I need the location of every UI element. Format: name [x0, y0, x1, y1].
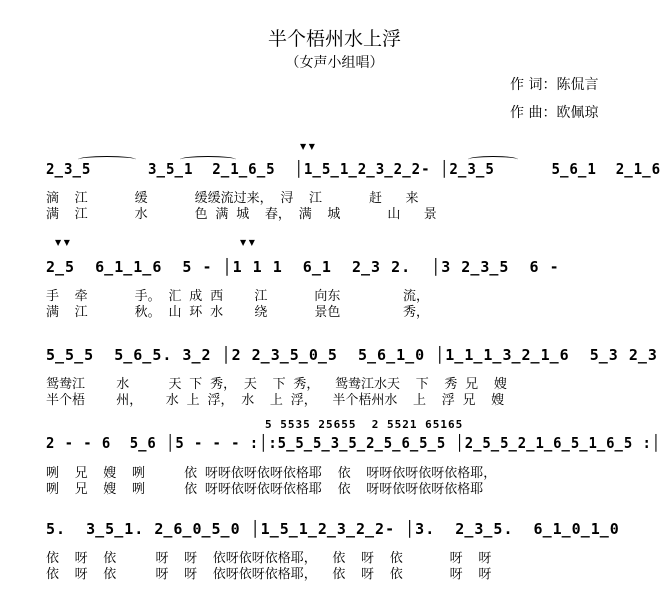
- composer-credit: 作 曲：欧佩琼: [510, 105, 599, 121]
- lyric-verse-1: 鸳鸯江 水 天 下 秀， 天 下 秀， 鸳鸯江水天 下 秀 兄 嫂: [46, 377, 507, 392]
- lyric-verse-2: 半个梧 州， 水 上 浮， 水 上 浮， 半个梧州水 上 浮 兄 嫂: [46, 393, 505, 408]
- score-line-2: [0, 238, 669, 320]
- lyric-verse-1: 咧 兄 嫂 咧 依 呀呀依呀依呀依格耶 依 呀呀依呀依呀依格耶，: [46, 466, 497, 481]
- score-line-4: [0, 418, 669, 497]
- lyric-verse-1: 依 呀 依 呀 呀 依呀依呀依格耶， 依 呀 依 呀 呀: [46, 551, 492, 566]
- score-line-5: [0, 512, 669, 582]
- notation-text: 5̲5̲5 5̲6̲5. 3̲2 │2 2̲3̲5̲0̲5 5̲6̲1̲0 │1̲1̲1̲3̲2̲1̲6 5̲3 2̲3: [46, 346, 658, 364]
- notation-text: 2 - - 6 5̲6 │5 - - - :│:5̲5̲5̲3̲5̲2̲5̲6̲5̲5 │2̲5̲5̲2̲1̲6̲5̲1̲6̲5 :│: [46, 434, 662, 452]
- accent-marks: ▼ ▼: [300, 142, 315, 151]
- accent-marks: ▼ ▼: [240, 238, 255, 247]
- lyric-verse-2: 咧 兄 嫂 咧 依 呀呀依呀依呀依格耶 依 呀呀依呀依呀依格耶: [46, 482, 484, 497]
- score-line-1: [0, 142, 669, 222]
- accent-marks: ▼ ▼: [55, 238, 70, 247]
- upper-voice-notation: 5 5535 25655 2 5521 65165: [265, 418, 464, 431]
- lyricist-credit: 作 词：陈侃言: [510, 77, 599, 93]
- lyric-verse-1: 手 牵 手。 汇 成 西 江 向东 流，: [46, 289, 429, 304]
- lyric-verse-2: 满 江 秋。 山 环 水 绕 景色 秀，: [46, 305, 429, 320]
- lyric-verse-1: 滴 江 缓 缓缓流过来， 浔 江 赶 来: [46, 191, 419, 206]
- notation-text: 2̲5 6̲1̲1̲6 5 - │1 1 1 6̲1 2̲3 2. │3 2̲3̲5 6 -: [46, 258, 560, 276]
- notation-text: 2̲3̲5 3̲5̲1 2̲1̲6̲5 │1̲5̲1̲2̲3̲2̲2- │2̲3̲5 5̲6̲1 2̲1̲6: [46, 160, 662, 178]
- lyric-verse-2: 满 江 水 色 满 城 春， 满 城 山 景: [46, 207, 437, 222]
- notation-text: 5. 3̲5̲1. 2̲6̲0̲5̲0 │1̲5̲1̲2̲3̲2̲2- │3. 2̲3̲5. 6̲1̲0̲1̲0: [46, 520, 620, 538]
- song-subtitle: （女声小组唱）: [285, 55, 384, 71]
- lyric-verse-2: 依 呀 依 呀 呀 依呀依呀依格耶， 依 呀 依 呀 呀: [46, 567, 492, 582]
- score-line-3: [0, 340, 669, 410]
- song-title: 半个梧州水上浮: [267, 28, 401, 50]
